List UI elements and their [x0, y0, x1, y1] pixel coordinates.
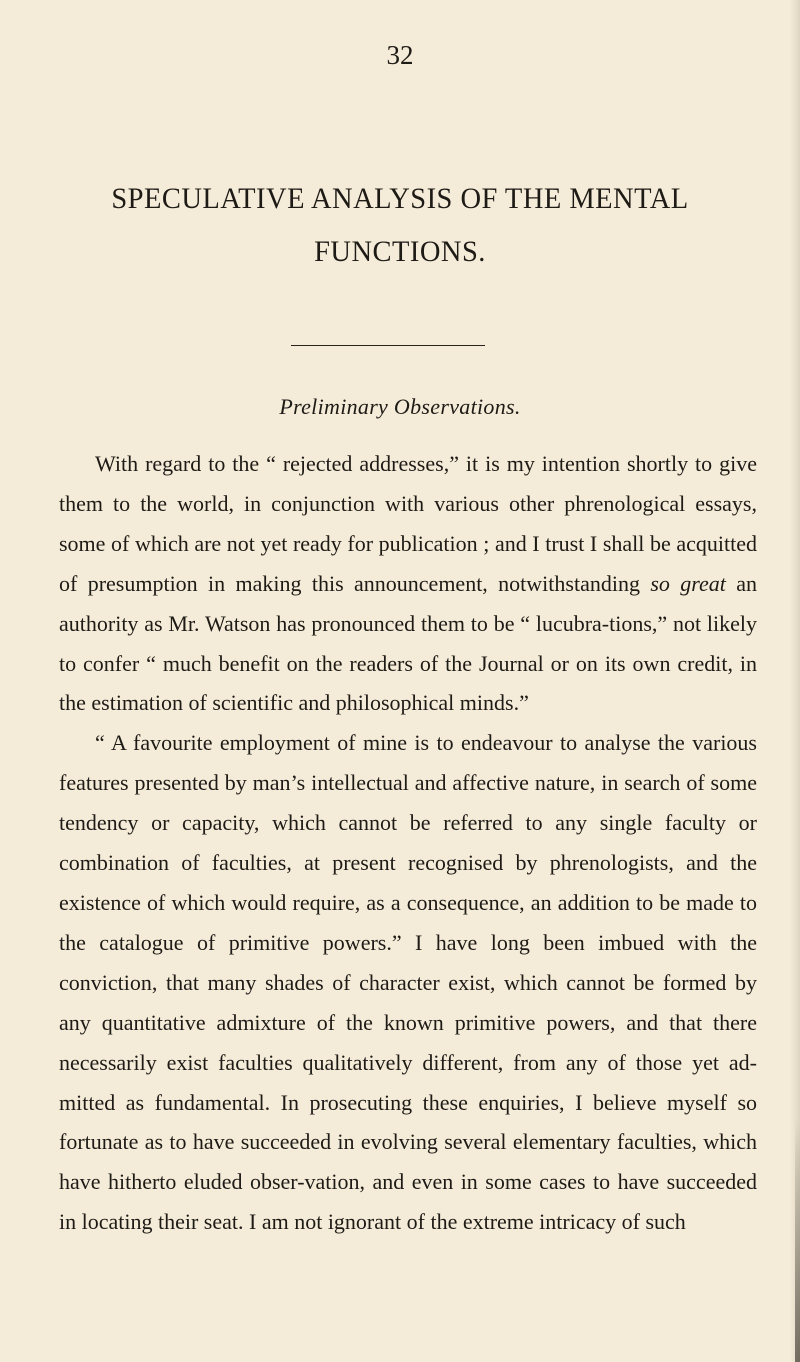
section-subtitle: Preliminary Observations.: [279, 394, 521, 419]
chapter-title: SPECULATIVE ANALYSIS OF THE MENTAL FUNCTIONS.: [111, 182, 689, 268]
paragraph-1-text-before: With regard to the “ rejected addresses,” it is my intention shortly to give them to the world, in conjunction with various other phrenological essays, some of which are not yet ready for publication ; and I trust I shall be acquitted of presumption in making this announcement, notwithstanding: [59, 451, 757, 596]
title-rule: [291, 345, 485, 346]
paragraph-1: [59, 444, 757, 723]
page-edge-shadow-dark: [795, 1120, 800, 1362]
paragraph-1-emphasis: so great: [650, 570, 726, 596]
page-number: 32: [386, 40, 414, 70]
body-text: [59, 444, 757, 1242]
paragraph-1-text-after: an authority as Mr. Watson has pronounced them to be “ lucubra-tions,” not likely to confer “ much benefit on the readers of the Journal or on its own credit, in the estimation of scientific and philosophical minds.”: [59, 570, 758, 716]
paragraph-2: “ A favourite employment of mine is to endeavour to analyse the various features presented by man’s intellectual and affective nature, in search of some tendency or capacity, which cannot be referred to any single faculty or combination of faculties, at present recognised by phrenologists, and the existence of which would require, as a consequence, an addition to be made to the catalogue of primitive powers.” I have long been imbued with the conviction, that many shades of character exist, which cannot be formed by any quantitative admixture of the known primitive powers, and that there necessarily exist faculties qualitatively different, from any of those yet ad-mitted as fundamental. In prosecuting these enquiries, I believe myself so fortunate as to have succeeded in evolving several elementary faculties, which have hitherto eluded obser-vation, and even in some cases to have succeeded in locating their seat. I am not ignorant of the extreme intricacy of such: [59, 730, 757, 1235]
